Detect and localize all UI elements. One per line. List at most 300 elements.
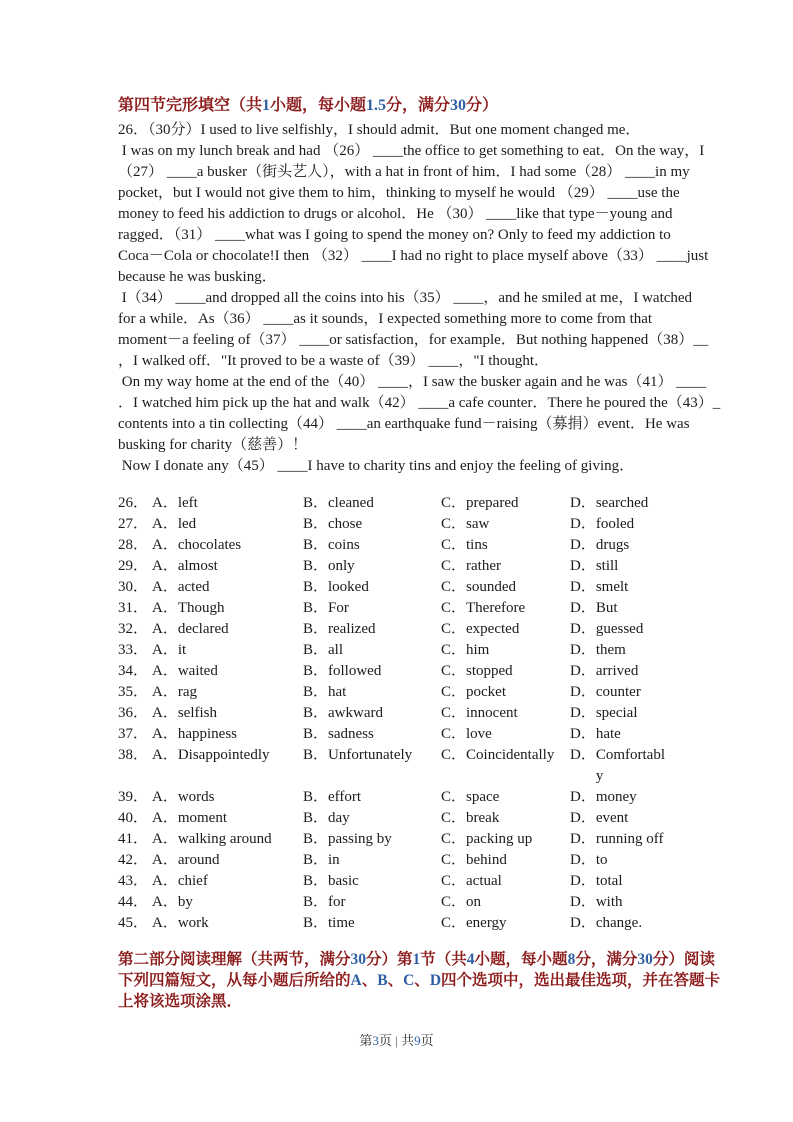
option-text: tins <box>466 537 488 553</box>
option-text: time <box>328 915 355 931</box>
option-text: walking around <box>177 831 272 847</box>
passage-line: busking for charity（慈善）！ <box>118 437 308 453</box>
option-text: it <box>177 642 187 658</box>
part2-heading-run: 分）第 <box>366 951 413 968</box>
option-letter: B． <box>303 621 329 637</box>
option-letter: C． <box>441 852 467 868</box>
option-d <box>570 514 676 535</box>
option-b <box>303 619 441 640</box>
option-text: guessed <box>595 621 644 637</box>
page-content <box>118 95 721 1012</box>
option-letter: D． <box>570 852 596 868</box>
option-c <box>441 661 570 682</box>
option-text: prepared <box>466 495 519 511</box>
option-text: change. <box>595 915 643 931</box>
option-text: chief <box>177 873 208 889</box>
option-letter: B． <box>303 894 329 910</box>
passage-line: On my way home at the end of the（40） ____，I saw the busker again and he was（41） ____ <box>118 374 707 390</box>
option-letter: C． <box>441 663 467 679</box>
option-letter: A． <box>152 915 178 931</box>
option-letter: D． <box>570 516 596 532</box>
passage-line: moment－a feeling of（37） ____or satisfaction，for example．But nothing happened（38）__ <box>118 332 709 348</box>
option-a <box>152 577 303 598</box>
option-d <box>570 493 676 514</box>
question-number: 38． <box>118 747 149 763</box>
page-footer <box>0 1032 793 1050</box>
option-row <box>118 892 678 913</box>
option-text: looked <box>328 579 369 595</box>
question-number: 44． <box>118 894 149 910</box>
option-text: awkward <box>328 705 383 721</box>
option-row <box>118 493 678 514</box>
option-row <box>118 724 678 745</box>
option-text: cleaned <box>328 495 374 511</box>
question-number: 30． <box>118 579 149 595</box>
option-text: waited <box>177 663 218 679</box>
option-c <box>441 892 570 913</box>
option-a <box>152 724 303 745</box>
option-d <box>570 787 676 808</box>
option-a <box>152 619 303 640</box>
option-row <box>118 598 678 619</box>
section4-heading-run: 1.5 <box>366 97 387 114</box>
option-b <box>303 577 441 598</box>
option-text: smelt <box>595 579 629 595</box>
passage-line: （27） ____a busker（街头艺人），with a hat in front of him．I had some（28） ____in my <box>118 164 690 180</box>
option-d <box>570 850 676 871</box>
option-text: for <box>328 894 346 910</box>
option-c <box>441 535 570 556</box>
option-letter: A． <box>152 495 178 511</box>
part2-heading-run: 小题，每小题 <box>474 951 568 968</box>
option-a <box>152 829 303 850</box>
option-a <box>152 661 303 682</box>
question-number: 36． <box>118 705 149 721</box>
option-b <box>303 493 441 514</box>
option-text: declared <box>177 621 229 637</box>
option-text: hate <box>595 726 621 742</box>
option-letter: A． <box>152 789 178 805</box>
option-letter: B． <box>303 495 329 511</box>
option-letter: B． <box>303 684 329 700</box>
part2-heading-run: 四个选项中，选出最佳选项，并在答题卡 <box>441 972 721 989</box>
question-number: 45． <box>118 915 149 931</box>
option-d <box>570 640 676 661</box>
option-d <box>570 661 676 682</box>
option-letter: B． <box>303 831 329 847</box>
part2-heading-run: C <box>403 972 415 989</box>
part2-heading <box>118 949 721 1012</box>
option-a <box>152 892 303 913</box>
option-text: fooled <box>595 516 635 532</box>
part2-heading-run: 、 <box>414 972 430 989</box>
part2-heading-run: 30 <box>350 951 367 968</box>
question-number: 42． <box>118 852 149 868</box>
option-letter: A． <box>152 684 178 700</box>
option-letter: C． <box>441 873 467 889</box>
option-a <box>152 808 303 829</box>
page-footer-run: | <box>395 1033 398 1048</box>
section4-heading-run: 分） <box>466 97 499 114</box>
option-c <box>441 808 570 829</box>
option-row <box>118 556 678 577</box>
option-text: searched <box>595 495 649 511</box>
option-letter: C． <box>441 684 467 700</box>
option-d <box>570 745 676 787</box>
option-text: coins <box>328 537 360 553</box>
option-letter: C． <box>441 915 467 931</box>
option-text: love <box>466 726 492 742</box>
option-letter: C． <box>441 705 467 721</box>
option-text: all <box>328 642 344 658</box>
option-c <box>441 850 570 871</box>
option-b <box>303 871 441 892</box>
part2-heading-run: 、 <box>361 972 378 989</box>
option-a <box>152 514 303 535</box>
option-letter: C． <box>441 579 467 595</box>
option-text: saw <box>466 516 490 532</box>
option-letter: D． <box>570 663 596 679</box>
section4-heading <box>118 95 678 117</box>
option-d <box>570 913 676 934</box>
option-c <box>441 745 570 766</box>
option-text: passing by <box>328 831 392 847</box>
option-letter: D． <box>570 537 596 553</box>
question-number: 32． <box>118 621 149 637</box>
option-d <box>570 577 676 598</box>
option-row <box>118 871 678 892</box>
option-b <box>303 829 441 850</box>
option-text: behind <box>466 852 507 868</box>
part2-heading-run: 30 <box>637 951 653 968</box>
option-row <box>118 703 678 724</box>
option-text: selfish <box>177 705 218 721</box>
passage-line: 26．（30分）I used to live selfishly，I should admit．But one moment changed me． <box>118 122 641 138</box>
option-row <box>118 913 678 934</box>
option-c <box>441 724 570 745</box>
option-text: counter <box>595 684 641 700</box>
passage-line: contents into a tin collecting（44） ____an earthquake fund－raising（募捐）event．He was <box>118 416 690 432</box>
option-letter: A． <box>152 600 178 616</box>
option-c <box>441 787 570 808</box>
option-c <box>441 682 570 703</box>
option-text: running off <box>595 831 664 847</box>
question-number: 34． <box>118 663 149 679</box>
page-footer-run: 页 <box>420 1033 434 1048</box>
option-text: Therefore <box>466 600 526 616</box>
option-b <box>303 535 441 556</box>
option-letter: B． <box>303 663 329 679</box>
question-number: 43． <box>118 873 149 889</box>
option-letter: C． <box>441 726 467 742</box>
option-text: led <box>177 516 197 532</box>
option-text: Unfortunately <box>328 747 413 763</box>
option-letter: C． <box>441 600 467 616</box>
option-letter: A． <box>152 747 178 763</box>
question-number: 40． <box>118 810 149 826</box>
option-letter: A． <box>152 516 178 532</box>
option-text: him <box>466 642 490 658</box>
option-text: with <box>595 894 623 910</box>
option-row <box>118 745 678 787</box>
page-footer-run: 页 <box>378 1033 396 1048</box>
option-letter: C． <box>441 495 467 511</box>
part2-heading-run: 1 <box>412 951 421 968</box>
question-number: 39． <box>118 789 149 805</box>
option-letter: C． <box>441 642 467 658</box>
option-text: realized <box>328 621 376 637</box>
option-b <box>303 598 441 619</box>
option-text: expected <box>466 621 520 637</box>
options-table <box>118 493 678 934</box>
option-c <box>441 556 570 577</box>
option-letter: C． <box>441 810 467 826</box>
option-text: work <box>177 915 209 931</box>
option-b <box>303 556 441 577</box>
option-letter: B． <box>303 516 329 532</box>
question-number: 31． <box>118 600 149 616</box>
option-b <box>303 913 441 934</box>
option-text: drugs <box>595 537 630 553</box>
option-text: money <box>595 789 637 805</box>
option-c <box>441 577 570 598</box>
option-letter: B． <box>303 558 329 574</box>
option-a <box>152 682 303 703</box>
option-b <box>303 850 441 871</box>
option-letter: D． <box>570 579 596 595</box>
option-a <box>152 535 303 556</box>
section4-heading-run: 第四节完形填空（共 <box>118 97 263 114</box>
option-letter: A． <box>152 537 178 553</box>
option-letter: D． <box>570 789 596 805</box>
option-text: left <box>177 495 198 511</box>
option-b <box>303 745 441 766</box>
option-letter: C． <box>441 558 467 574</box>
option-d <box>570 703 676 724</box>
part2-heading-run: 第二部分阅读理解（共两节，满分 <box>118 951 351 968</box>
option-letter: A． <box>152 894 178 910</box>
option-letter: D． <box>570 684 596 700</box>
option-letter: A． <box>152 579 178 595</box>
option-letter: C． <box>441 537 467 553</box>
cloze-passage <box>118 120 721 477</box>
option-letter: D． <box>570 621 596 637</box>
option-text: followed <box>328 663 382 679</box>
option-letter: B． <box>303 642 329 658</box>
option-letter: A． <box>152 873 178 889</box>
page-footer-run: 3 <box>372 1033 379 1048</box>
option-text: actual <box>466 873 502 889</box>
option-letter: A． <box>152 852 178 868</box>
question-number: 29． <box>118 558 149 574</box>
option-c <box>441 703 570 724</box>
option-letter: A． <box>152 810 178 826</box>
section4-heading-run: 1 <box>262 97 271 114</box>
option-d <box>570 619 676 640</box>
option-a <box>152 913 303 934</box>
option-text: Comfortably <box>595 747 665 784</box>
option-b <box>303 514 441 535</box>
option-text: moment <box>177 810 228 826</box>
option-text: pocket <box>466 684 506 700</box>
question-number: 41． <box>118 831 149 847</box>
passage-line: pocket，but I would not give them to him，thinking to myself he would （29） ____use the <box>118 185 680 201</box>
part2-heading-run: 8 <box>567 951 576 968</box>
option-letter: D． <box>570 810 596 826</box>
option-letter: D． <box>570 642 596 658</box>
question-number: 37． <box>118 726 149 742</box>
option-letter: A． <box>152 831 178 847</box>
option-row <box>118 619 678 640</box>
question-number: 26． <box>118 495 149 511</box>
option-d <box>570 808 676 829</box>
option-text: words <box>177 789 215 805</box>
option-row <box>118 787 678 808</box>
option-letter: A． <box>152 705 178 721</box>
option-b <box>303 787 441 808</box>
part2-heading-run: 下列四篇短文，从每小题后所给的 <box>118 972 351 989</box>
option-text: packing up <box>466 831 533 847</box>
option-letter: B． <box>303 873 329 889</box>
option-text: only <box>328 558 355 574</box>
option-a <box>152 640 303 661</box>
option-letter: D． <box>570 831 596 847</box>
passage-line: ．I watched him pick up the hat and walk（42） ____a cafe counter．There he poured the（43）_ <box>118 395 721 411</box>
option-d <box>570 535 676 556</box>
passage-line: for a while．As（36） ____as it sounds，I expected something more to come from that <box>118 311 653 327</box>
option-text: space <box>466 789 500 805</box>
option-text: But <box>595 600 618 616</box>
option-a <box>152 556 303 577</box>
option-text: chocolates <box>177 537 242 553</box>
option-text: acted <box>177 579 210 595</box>
section4-heading-run: 分，满分 <box>386 97 451 114</box>
part2-heading-run: 4 <box>466 951 475 968</box>
option-text: around <box>177 852 220 868</box>
option-text: innocent <box>466 705 518 721</box>
option-text: them <box>595 642 626 658</box>
option-letter: C． <box>441 747 467 763</box>
option-d <box>570 682 676 703</box>
page-footer-run: 共 <box>397 1033 415 1048</box>
option-text: energy <box>466 915 507 931</box>
option-text: almost <box>177 558 218 574</box>
option-a <box>152 787 303 808</box>
passage-line: ，I walked off．"It proved to be a waste of（39） ____，"I thought． <box>118 353 550 369</box>
option-letter: B． <box>303 747 329 763</box>
option-text: to <box>595 852 608 868</box>
part2-heading-line <box>118 970 721 991</box>
option-letter: A． <box>152 663 178 679</box>
option-letter: B． <box>303 789 329 805</box>
option-letter: A． <box>152 642 178 658</box>
part2-heading-line <box>118 991 678 1012</box>
option-c <box>441 913 570 934</box>
option-a <box>152 850 303 871</box>
option-letter: B． <box>303 726 329 742</box>
option-row <box>118 682 678 703</box>
passage-line: because he was busking． <box>118 269 277 285</box>
option-text: basic <box>328 873 359 889</box>
section4-heading-run: 小题，每小题 <box>270 97 367 114</box>
option-d <box>570 871 676 892</box>
option-text: event <box>595 810 629 826</box>
option-c <box>441 640 570 661</box>
option-c <box>441 493 570 514</box>
option-b <box>303 724 441 745</box>
option-letter: C． <box>441 831 467 847</box>
option-text: total <box>595 873 623 889</box>
question-number: 27． <box>118 516 149 532</box>
option-row <box>118 577 678 598</box>
option-text: sounded <box>466 579 517 595</box>
option-letter: B． <box>303 537 329 553</box>
passage-line: ragged．（31） ____what was I going to spend the money on? Only to feed my addiction to <box>118 227 671 243</box>
option-letter: C． <box>441 894 467 910</box>
option-b <box>303 703 441 724</box>
option-text: break <box>466 810 500 826</box>
option-letter: A． <box>152 726 178 742</box>
option-letter: B． <box>303 579 329 595</box>
option-row <box>118 850 678 871</box>
option-letter: A． <box>152 558 178 574</box>
passage-line: Now I donate any（45） ____I have to charity tins and enjoy the feeling of giving． <box>118 458 635 474</box>
option-b <box>303 892 441 913</box>
option-letter: D． <box>570 726 596 742</box>
option-letter: A． <box>152 621 178 637</box>
part2-heading-run: 上将该选项涂黑． <box>118 993 243 1010</box>
question-number: 28． <box>118 537 149 553</box>
option-letter: D． <box>570 600 596 616</box>
option-text: chose <box>328 516 363 532</box>
passage-line: money to feed his addiction to drugs or alcohol．He （30） ____like that type－young and <box>118 206 673 222</box>
option-letter: C． <box>441 789 467 805</box>
option-text: day <box>328 810 350 826</box>
option-b <box>303 682 441 703</box>
question-number: 35． <box>118 684 149 700</box>
option-letter: D． <box>570 705 596 721</box>
option-letter: B． <box>303 810 329 826</box>
option-row <box>118 640 678 661</box>
option-b <box>303 640 441 661</box>
option-text: effort <box>328 789 362 805</box>
option-text: on <box>466 894 482 910</box>
question-number: 33． <box>118 642 149 658</box>
option-text: Coincidentally <box>466 747 555 763</box>
option-c <box>441 514 570 535</box>
option-text: hat <box>328 684 347 700</box>
option-text: still <box>595 558 619 574</box>
option-a <box>152 871 303 892</box>
option-text: special <box>595 705 638 721</box>
option-letter: D． <box>570 558 596 574</box>
option-letter: D． <box>570 915 596 931</box>
option-letter: B． <box>303 705 329 721</box>
option-row <box>118 514 678 535</box>
option-letter: D． <box>570 894 596 910</box>
option-c <box>441 619 570 640</box>
option-d <box>570 724 676 745</box>
option-text: rag <box>177 684 197 700</box>
option-letter: D． <box>570 873 596 889</box>
part2-heading-run: 节（共 <box>420 951 467 968</box>
option-letter: B． <box>303 852 329 868</box>
option-d <box>570 556 676 577</box>
option-letter: B． <box>303 915 329 931</box>
option-b <box>303 808 441 829</box>
option-text: Disappointedly <box>177 747 270 763</box>
option-d <box>570 892 676 913</box>
